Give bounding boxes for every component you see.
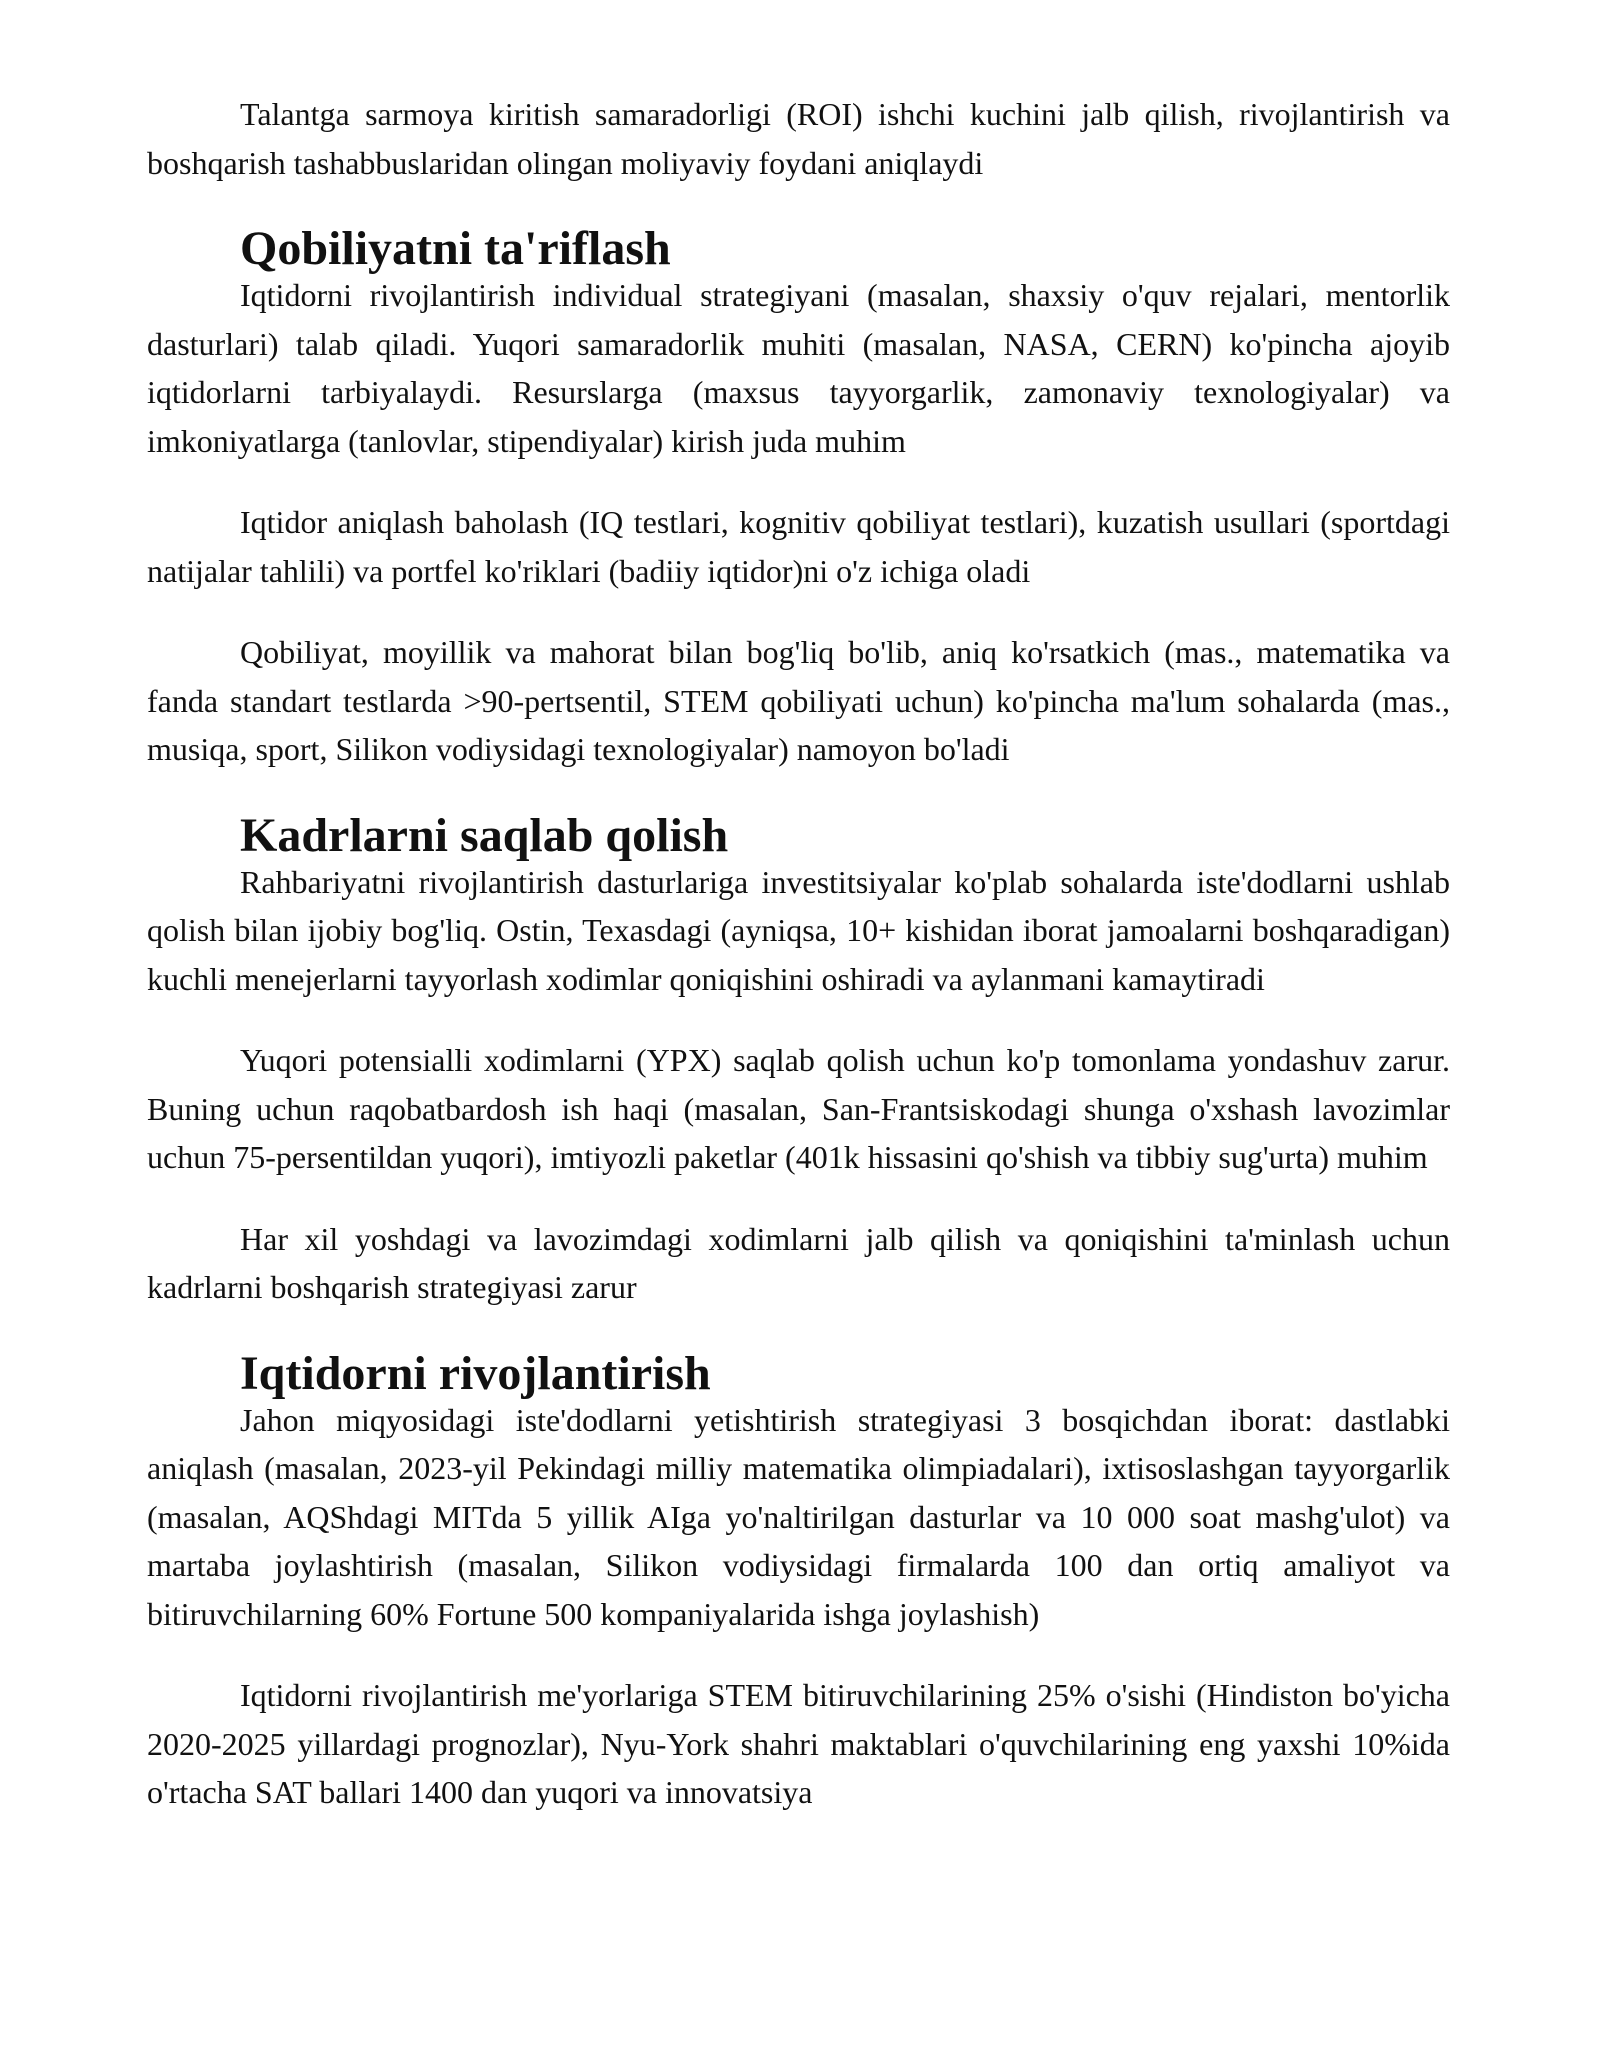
section-heading: Kadrlarni saqlab qolish bbox=[240, 808, 729, 862]
body-paragraph: Jahon miqyosidagi iste'dodlarni yetishtirish strategiyasi 3 bosqichdan iborat: dastlabki aniqlash (masalan, 2023-yil Pekindagi milliy matematika olimpiadalari), ixtisoslashgan tayyorgarlik (masalan, AQShdagi MITda 5 yillik AIga yo'naltirilgan dasturlar va 10 000 soat mashg'ulot) va martaba joylashtirish (masalan, Silikon vodiysidagi firmalarda 100 dan ortiq amaliyot va bitiruvchilarning 60% Fortune 500 kompaniyalarida ishga joylashish) bbox=[147, 1401, 1450, 1632]
body-paragraph: Rahbariyatni rivojlantirish dasturlariga investitsiyalar ko'plab sohalarda iste'dodlarni ushlab qolish bilan ijobiy bog'liq. Ostin, Texasdagi (ayniqsa, 10+ kishidan iborat jamoalarni boshqaradigan) kuchli menejerlarni tayyorlash xodimlar qoniqishini oshiradi va aylanmani kamaytiradi bbox=[147, 863, 1450, 997]
section-qobiliyatni-tariflash bbox=[147, 222, 1450, 774]
document-page bbox=[147, 90, 1450, 1850]
section-heading: Qobiliyatni ta'riflash bbox=[240, 222, 671, 275]
body-paragraph: Iqtidorni rivojlantirish individual strategiyani (masalan, shaxsiy o'quv rejalari, mentorlik dasturlari) talab qiladi. Yuqori samaradorlik muhiti (masalan, NASA, CERN) ko'pincha ajoyib iqtidorlarni tarbiyalaydi. Resurslarga (maxsus tayyorgarlik, zamonaviy texnologiyalar) va imkoniyatlarga (tanlovlar, stipendiyalar) kirish juda muhim bbox=[147, 277, 1450, 459]
section-heading: Iqtidorni rivojlantirish bbox=[240, 1346, 711, 1400]
body-paragraph: Yuqori potensialli xodimlarni (YPX) saqlab qolish uchun ko'p tomonlama yondashuv zarur. Buning uchun raqobatbardosh ish haqi (masalan, San-Frantsiskodagi shunga o'xshash lavozimlar uchun 75-persentildan yuqori), imtiyozli paketlar (401k hissasini qo'shish va tibbiy sug'urta) muhim bbox=[147, 1042, 1450, 1175]
section-kadrlarni-saqlab-qolish bbox=[147, 808, 1450, 1312]
section-iqtidorni-rivojlantirish bbox=[147, 1346, 1450, 1817]
body-paragraph: Iqtidor aniqlash baholash (IQ testlari, kognitiv qobiliyat testlari), kuzatish usullari (sportdagi natijalar tahlili) va portfel ko'riklari (badiiy iqtidor)ni o'z ichiga oladi bbox=[147, 504, 1450, 589]
body-paragraph: Qobiliyat, moyillik va mahorat bilan bog'liq bo'lib, aniq ko'rsatkich (mas., matematika va fanda standart testlarda >90-pertsentil, STEM qobiliyati uchun) ko'pincha ma'lum sohalarda (mas., musiqa, sport, Silikon vodiysidagi texnologiyalar) namoyon bo'ladi bbox=[147, 634, 1450, 767]
body-paragraph: Har xil yoshdagi va lavozimdagi xodimlarni jalb qilish va qoniqishini ta'minlash uchun kadrlarni boshqarish strategiyasi zarur bbox=[147, 1220, 1450, 1305]
body-paragraph: Iqtidorni rivojlantirish me'yorlariga STEM bitiruvchilarining 25% o'sishi (Hindiston bo'yicha 2020-2025 yillardagi prognozlar), Nyu-York shahri maktablari o'quvchilarining eng yaxshi 10%ida o'rtacha SAT ballari 1400 dan yuqori va innovatsiya bbox=[147, 1677, 1450, 1810]
intro-paragraph: Talantga sarmoya kiritish samaradorligi (ROI) ishchi kuchini jalb qilish, rivojlantirish va boshqarish tashabbuslaridan olingan moliyaviy foydani aniqlaydi bbox=[147, 96, 1450, 181]
